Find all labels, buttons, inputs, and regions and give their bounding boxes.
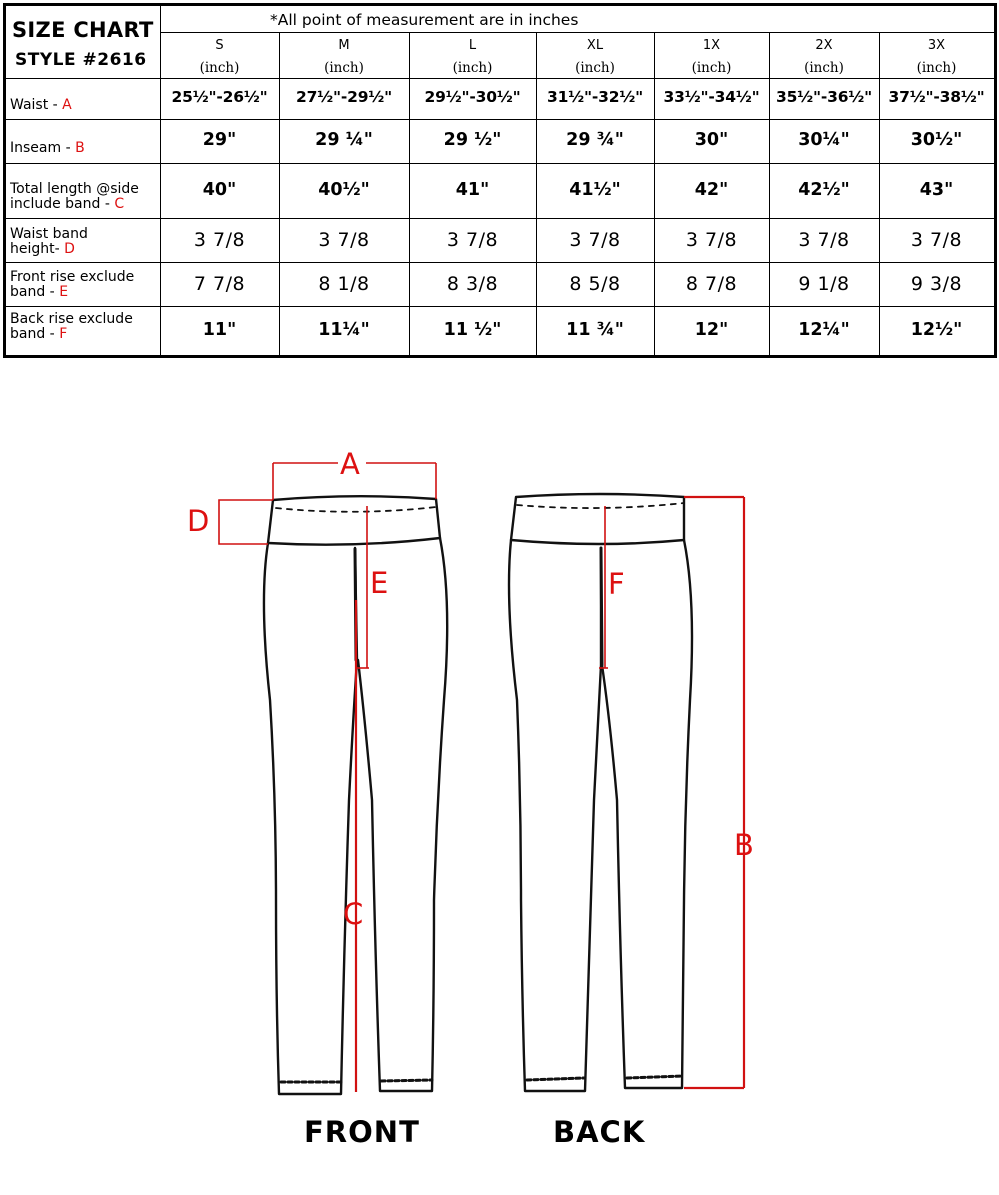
table-cell: 29 ¾" xyxy=(566,130,624,150)
table-cell: 35½"-36½" xyxy=(775,88,872,106)
row-label-text: height- xyxy=(10,241,65,257)
table-cell: 3 7/8 xyxy=(193,229,246,251)
table-cell: 25½"-26½" xyxy=(171,88,268,106)
row-label-text: band - xyxy=(10,326,60,342)
table-cell: 12" xyxy=(694,320,729,340)
size-chart-table xyxy=(3,3,997,358)
grid-line xyxy=(160,32,994,33)
chart-title: SIZE CHART xyxy=(12,18,154,42)
row-label-front-rise xyxy=(10,270,134,300)
row-label-text: include band - xyxy=(10,196,115,212)
table-cell: 37½"-38½" xyxy=(888,88,985,106)
row-label-text: Waist band xyxy=(10,226,88,242)
table-cell: 43" xyxy=(919,180,954,200)
table-cell: 31½"-32½" xyxy=(546,88,643,106)
table-cell: 8 7/8 xyxy=(685,273,738,295)
row-label-text: Waist - xyxy=(10,97,63,113)
back-caption: BACK xyxy=(553,1115,646,1149)
grid-line xyxy=(6,119,994,120)
row-label-waist xyxy=(10,98,72,113)
table-cell: 7 7/8 xyxy=(193,273,246,295)
label-c: C xyxy=(343,897,364,931)
row-label-text: Front rise exclude xyxy=(10,269,135,285)
size-header-xl: XL xyxy=(586,38,604,53)
front-caption: FRONT xyxy=(304,1115,420,1149)
table-cell: 3 7/8 xyxy=(910,229,963,251)
grid-line xyxy=(6,306,994,307)
table-cell: 42" xyxy=(694,180,729,200)
table-cell: 30½" xyxy=(910,130,963,150)
table-cell: 29 ¼" xyxy=(315,130,373,150)
table-cell: 40" xyxy=(202,180,237,200)
measurement-note: *All point of measurement are in inches xyxy=(270,11,579,29)
row-letter: F xyxy=(59,326,68,342)
grid-line xyxy=(6,78,994,79)
table-cell: 8 3/8 xyxy=(446,273,499,295)
leggings-diagram xyxy=(0,360,999,1191)
grid-line xyxy=(6,262,994,263)
table-cell: 33½"-34½" xyxy=(663,88,760,106)
row-label-waist-band xyxy=(10,227,88,257)
unit-label: (inch) xyxy=(452,60,493,76)
table-cell: 12¼" xyxy=(798,320,850,340)
table-cell: 3 7/8 xyxy=(569,229,621,251)
table-cell: 3 7/8 xyxy=(446,229,499,251)
unit-label: (inch) xyxy=(804,60,844,76)
table-cell: 29" xyxy=(202,130,237,150)
table-cell: 11" xyxy=(202,320,237,340)
table-cell: 41½" xyxy=(569,180,621,200)
table-cell: 3 7/8 xyxy=(685,229,738,251)
size-header-s: S xyxy=(215,38,224,53)
label-f: F xyxy=(608,567,625,601)
table-cell: 29 ½" xyxy=(443,130,502,150)
unit-label: (inch) xyxy=(199,60,240,76)
row-letter: B xyxy=(75,140,85,156)
table-cell: 12½" xyxy=(910,320,963,340)
label-b: B xyxy=(734,828,754,862)
size-header-3x: 3X xyxy=(927,38,946,53)
table-cell: 30" xyxy=(694,130,729,150)
table-cell: 11 ¾" xyxy=(566,320,624,340)
row-label-text: Total length @side xyxy=(10,181,139,197)
unit-label: (inch) xyxy=(575,60,615,76)
row-letter: A xyxy=(62,97,72,113)
row-label-text: Back rise exclude xyxy=(10,311,133,327)
row-label-inseam xyxy=(10,141,85,156)
table-cell: 29½"-30½" xyxy=(424,88,521,106)
label-e: E xyxy=(370,566,389,600)
row-label-total-length xyxy=(10,182,139,212)
leggings-illustration xyxy=(0,360,999,1191)
size-header-m: M xyxy=(338,38,350,53)
table-cell: 41" xyxy=(455,180,490,200)
row-label-text: band - xyxy=(10,284,60,300)
table-cell: 11 ½" xyxy=(443,320,502,340)
table-cell: 9 1/8 xyxy=(798,273,850,295)
row-label-back-rise xyxy=(10,312,133,342)
back-legging-drawing xyxy=(509,494,692,1091)
table-cell: 30¼" xyxy=(798,130,850,150)
grid-line xyxy=(6,163,994,164)
measure-line-d xyxy=(219,500,273,544)
row-label-text: Inseam - xyxy=(10,140,76,156)
style-number: STYLE #2616 xyxy=(15,50,147,70)
label-d: D xyxy=(187,504,210,538)
unit-label: (inch) xyxy=(324,60,364,76)
table-cell: 3 7/8 xyxy=(318,229,370,251)
table-cell: 42½" xyxy=(798,180,850,200)
table-cell: 8 5/8 xyxy=(569,273,621,295)
table-cell: 3 7/8 xyxy=(798,229,850,251)
grid-line xyxy=(6,218,994,219)
size-header-2x: 2X xyxy=(815,38,833,53)
row-letter: C xyxy=(114,196,125,212)
label-a: A xyxy=(340,447,360,481)
unit-label: (inch) xyxy=(916,60,957,76)
table-cell: 27½"-29½" xyxy=(295,88,392,106)
table-cell: 9 3/8 xyxy=(910,273,963,295)
row-letter: E xyxy=(59,284,69,300)
row-letter: D xyxy=(64,241,75,257)
size-header-1x: 1X xyxy=(702,38,721,53)
unit-label: (inch) xyxy=(691,60,732,76)
table-cell: 40½" xyxy=(318,180,370,200)
size-header-l: L xyxy=(468,38,477,53)
table-cell: 8 1/8 xyxy=(318,273,370,295)
table-cell: 11¼" xyxy=(318,320,370,340)
